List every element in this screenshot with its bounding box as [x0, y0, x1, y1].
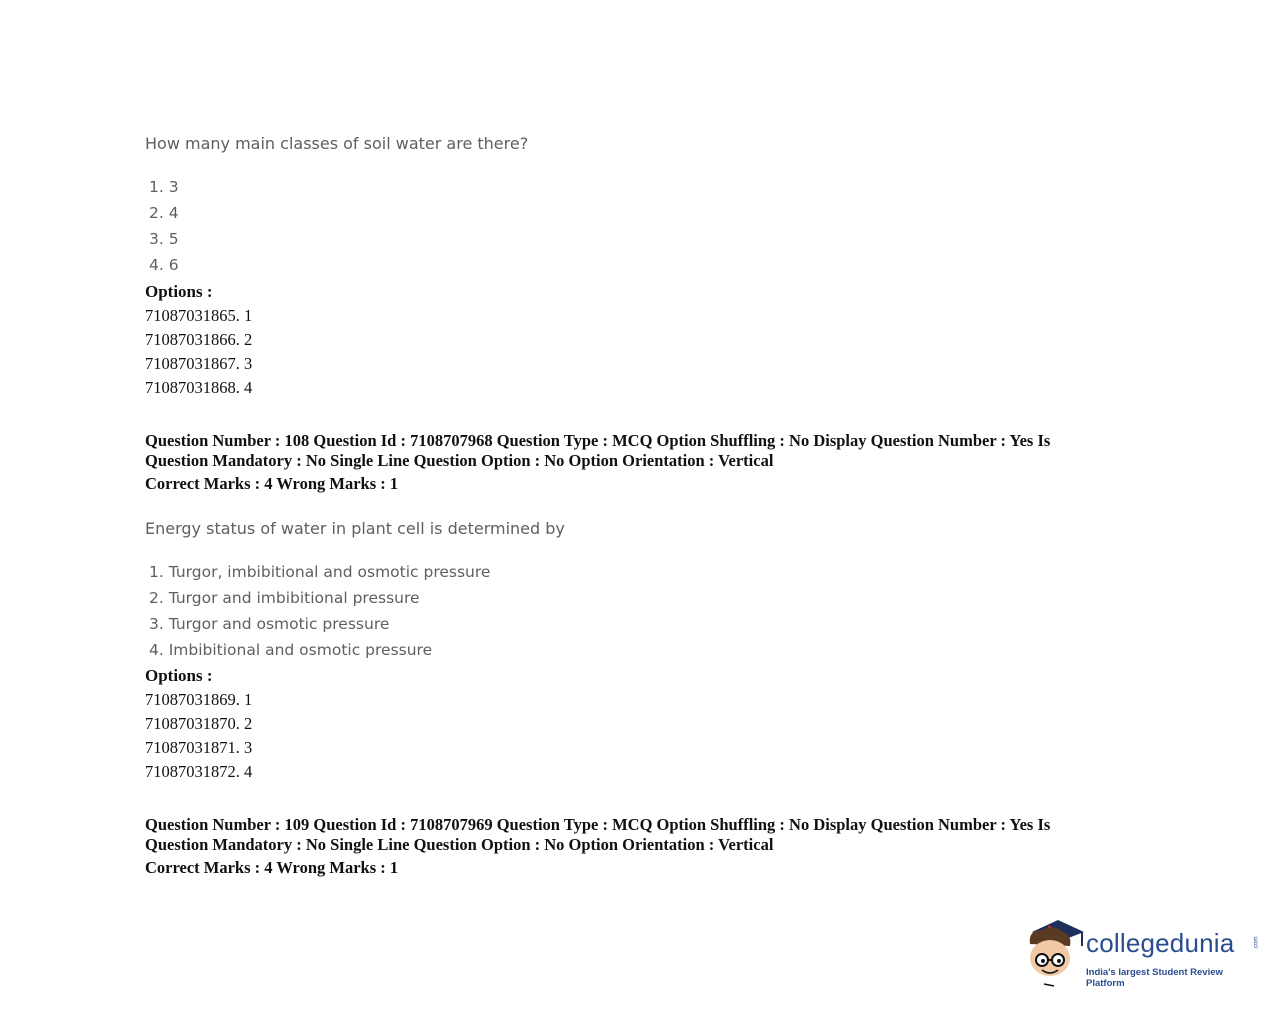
question-meta: Question Number : 108 Question Id : 7108707968 Question Type : MCQ Option Shuffling : No Display Question Number : Yes Is — [145, 431, 1051, 450]
choice-item: 1. 3 — [149, 178, 179, 196]
choice-item: 3. 5 — [149, 230, 179, 248]
option-id: 71087031872. 4 — [145, 762, 253, 781]
option-id: 71087031867. 3 — [145, 354, 253, 373]
question-marks: Correct Marks : 4 Wrong Marks : 1 — [145, 474, 399, 493]
question-meta: Question Mandatory : No Single Line Question Option : No Option Orientation : Vertical — [145, 835, 774, 854]
logo-suffix: .com — [1253, 936, 1260, 950]
question-meta: Question Number : 109 Question Id : 7108707969 Question Type : MCQ Option Shuffling : No Display Question Number : Yes Is — [145, 815, 1051, 834]
option-id: 71087031870. 2 — [145, 714, 253, 733]
choice-item: 2. Turgor and imbibitional pressure — [149, 589, 420, 607]
question-meta: Question Mandatory : No Single Line Question Option : No Option Orientation : Vertical — [145, 451, 774, 470]
options-heading: Options : — [145, 282, 213, 301]
logo-tagline: India's largest Student Review Platform — [1086, 967, 1223, 989]
logo-wordmark: collegedunia — [1086, 928, 1235, 958]
option-id: 71087031866. 2 — [145, 330, 253, 349]
option-id: 71087031869. 1 — [145, 690, 253, 709]
question-text: How many main classes of soil water are there? — [145, 134, 529, 153]
option-id: 71087031868. 4 — [145, 378, 253, 397]
question-text: Energy status of water in plant cell is determined by — [145, 519, 565, 538]
question-marks: Correct Marks : 4 Wrong Marks : 1 — [145, 858, 399, 877]
options-heading: Options : — [145, 666, 213, 685]
option-id: 71087031865. 1 — [145, 306, 253, 325]
choice-item: 2. 4 — [149, 204, 179, 222]
choice-item: 4. 6 — [149, 256, 179, 274]
choice-item: 1. Turgor, imbibitional and osmotic pressure — [149, 563, 491, 581]
choice-item: 3. Turgor and osmotic pressure — [149, 615, 390, 633]
choice-item: 4. Imbibitional and osmotic pressure — [149, 641, 433, 659]
option-id: 71087031871. 3 — [145, 738, 253, 757]
mascot-icon — [1024, 916, 1086, 992]
collegedunia-logo — [1024, 916, 1264, 992]
